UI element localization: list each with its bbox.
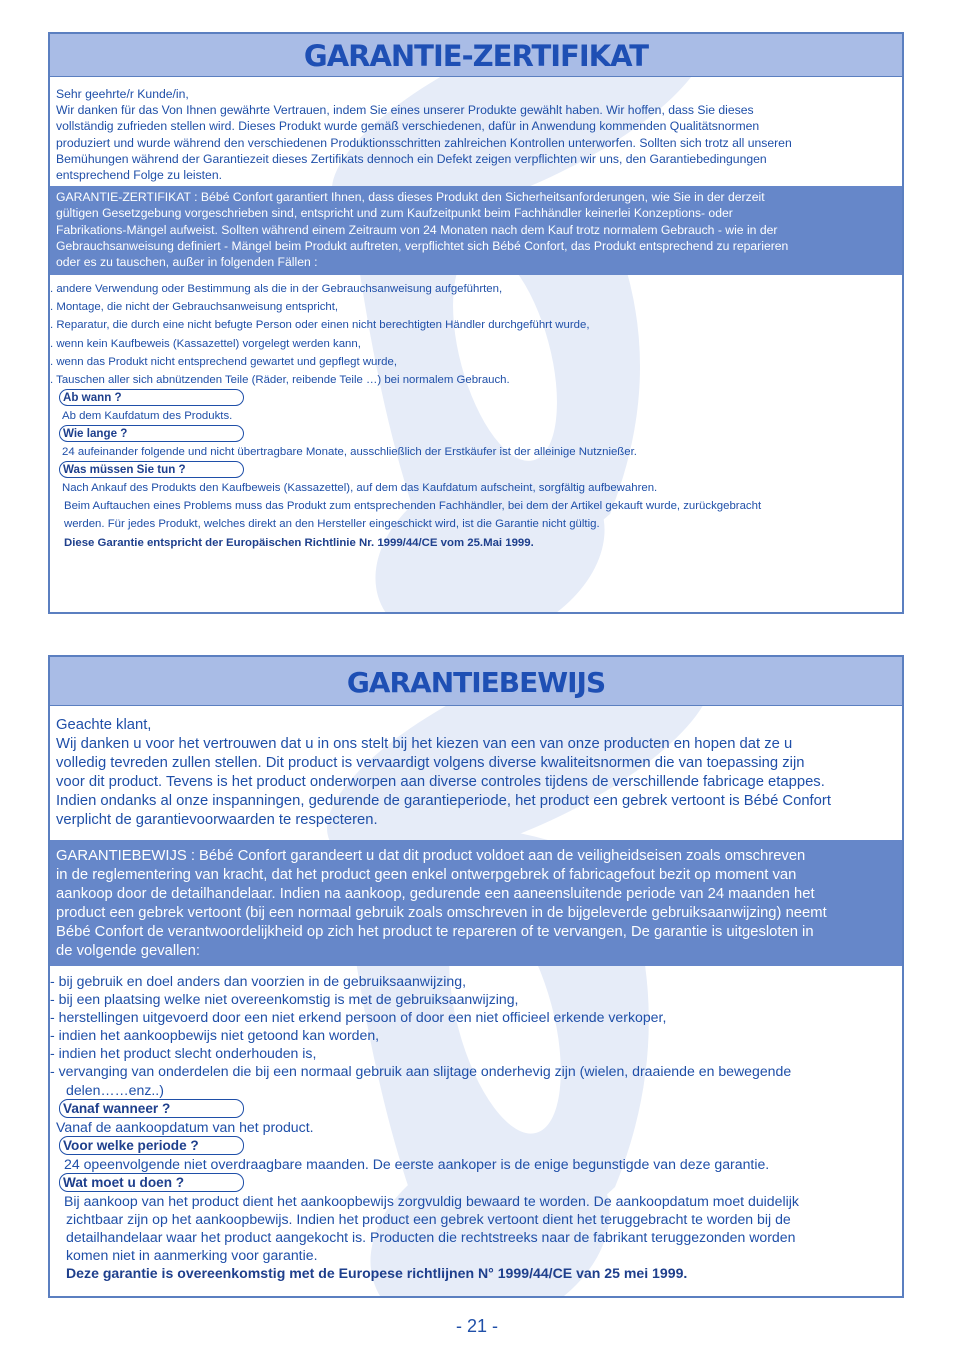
exclusion-item: - bij een plaatsing welke niet overeenkomstig is met de gebruiksaanwijzing, bbox=[50, 991, 519, 1008]
intro-line: entsprechend Folge zu leisten. bbox=[56, 168, 222, 183]
intro-line: vollständig zufrieden stellen wird. Dieses Produkt wurde gemäß verschiedenen, dafür in Anwendung kommenden Qualitätsnormen bbox=[56, 119, 760, 134]
intro-line: Indien ondanks al onze inspanningen, gedurende de garantieperiode, het product een gebrek vertoont is Bébé Confort bbox=[56, 793, 831, 809]
salutation: Geachte klant, bbox=[56, 717, 152, 733]
exclusion-item: - indien het aankoopbewijs niet getoond kan worden, bbox=[50, 1027, 380, 1044]
exclusion-item: - bij gebruik en doel anders dan voorzien in de gebruiksaanwijzing, bbox=[50, 973, 467, 989]
answer-what-to-do: Nach Ankauf des Produkts den Kaufbeweis (Kassazettel), auf dem das Kaufdatum aufscheint, sorgfältig aufbewahren. bbox=[62, 482, 658, 495]
intro-line: volledig tevreden zullen stellen. Dit product is vervaardigt volgens diverse kwaliteitsnormen die van toepassing zijn bbox=[56, 755, 805, 771]
intro-line: voor dit product. Tevens is het product onderworpen aan diverse controles tijdens de verschillende fabricage etappes. bbox=[56, 774, 825, 790]
intro-line: produziert und wurde während den verschiedenen Produktionsschritten zahlreichen Kontrollen unterworfen. Sollten sich trotz all unseren bbox=[56, 135, 792, 150]
box-title: GARANTIE-ZERTIFIKAT bbox=[50, 34, 902, 77]
answer-when: Ab dem Kaufdatum des Produkts. bbox=[62, 409, 233, 422]
answer-what-to-do: detailhandelaar waar het product aangekocht is. Producten die rechtstreeks naar de fabrikant teruggezonden worden bbox=[66, 1229, 796, 1246]
answer-what-to-do: werden. Für jedes Produkt, welches direkt an den Hersteller eingeschickt wird, ist die Garantie nicht gültig. bbox=[64, 518, 600, 531]
exclusion-item: . Montage, die nicht der Gebrauchsanweisung entspricht, bbox=[50, 301, 339, 314]
statement-line: GARANTIEBEWIJS : Bébé Confort garandeert u dat dit product voldoet aan de veiligheidseisen zoals omschreven bbox=[56, 848, 806, 864]
directive-note: Diese Garantie entspricht der Europäischen Richtlinie Nr. 1999/44/CE vom 25.Mai 1999. bbox=[64, 536, 534, 549]
answer-when: Vanaf de aankoopdatum van het product. bbox=[56, 1118, 314, 1135]
answer-duration: 24 aufeinander folgende und nicht übertragbare Monate, ausschließlich der Erstkäufer ist der alleinige Nutznießer. bbox=[62, 446, 637, 459]
exclusion-item: . wenn kein Kaufbeweis (Kassazettel) vorgelegt werden kann, bbox=[50, 337, 361, 350]
intro-line: Wir danken für das Von Ihnen gewährte Vertrauen, indem Sie eines unserer Produkte gewählt haben. Wir hoffen, dass Sie dieses bbox=[56, 103, 754, 118]
question-label-when: Vanaf wanneer ? bbox=[59, 1099, 244, 1118]
exclusion-item: - herstellingen uitgevoerd door een niet erkend persoon of door een niet officieel erkende verkoper, bbox=[50, 1009, 667, 1026]
question-label-duration: Voor welke periode ? bbox=[59, 1136, 244, 1155]
guarantee-statement bbox=[50, 840, 902, 966]
box-title: GARANTIEBEWIJS bbox=[50, 657, 902, 706]
statement-line: aankoop door de detailhandelaar. Indien na aankoop, gedurende een aaneensluitende periode van 24 maanden het bbox=[56, 886, 815, 902]
question-label-duration: Wie lange ? bbox=[59, 425, 244, 442]
warranty-certificate-de bbox=[48, 32, 904, 614]
exclusion-item: . Tauschen aller sich abnützenden Teile (Räder, reibende Teile …) bei normalem Gebrauch. bbox=[50, 373, 510, 386]
question-label-when: Ab wann ? bbox=[59, 389, 244, 406]
statement-line: product een gebrek vertoont (bij een normaal gebruik zoals omschreven in de bijgeleverde gebruiksaanwijzing) neemt bbox=[56, 905, 827, 921]
intro-line: verplicht de garantievoorwaarden te respecteren. bbox=[56, 812, 378, 828]
answer-what-to-do: zichtbaar zijn op het aankoopbewijs. Indien het product een gebrek vertoont dient het teruggebracht te worden bij de bbox=[66, 1210, 791, 1227]
answer-duration: 24 opeenvolgende niet overdraagbare maanden. De eerste aankoper is de enige begunstigde van deze garantie. bbox=[64, 1155, 770, 1172]
statement-line: Bébé Confort de verantwoordelijkheid op zich het product te repareren of te vervangen, De garantie is uitgesloten in bbox=[56, 924, 814, 940]
page-number: - 21 - bbox=[455, 1316, 498, 1336]
exclusion-item: . Reparatur, die durch eine nicht befugte Person oder einen nicht berechtigten Händler durchgeführt wurde, bbox=[50, 319, 590, 332]
intro-text bbox=[50, 77, 902, 183]
statement-line: de volgende gevallen: bbox=[56, 943, 200, 959]
directive-note: Deze garantie is overeenkomstig met de Europese richtlijnen N° 1999/44/CE van 25 mei 1999. bbox=[66, 1265, 688, 1282]
statement-line: GARANTIE-ZERTIFIKAT : Bébé Confort garantiert Ihnen, dass dieses Produkt den Sicherheitsanforderungen, wie Sie in der derzeit bbox=[56, 190, 765, 205]
answer-what-to-do: Bij aankoop van het product dient het aankoopbewijs zorgvuldig bewaard te worden. De aankoopdatum moet duidelijk bbox=[64, 1192, 799, 1209]
intro-line: Wij danken u voor het vertrouwen dat u in ons stelt bij het kiezen van een van onze producten en hopen dat ze u bbox=[56, 736, 793, 752]
exclusion-item: . andere Verwendung oder Bestimmung als die in der Gebrauchsanweisung aufgeführten, bbox=[50, 283, 503, 296]
statement-line: in de reglementering van kracht, dat het product geen enkel ontwerpgebrek of fabricagefout bezit op moment van bbox=[56, 867, 797, 883]
statement-line: Fabrikations-Mängel aufweist. Sollten während einem Zeitraum von 24 Monaten nach dem Kauf trotz normalem Gebrauch - wie in der bbox=[56, 222, 778, 237]
conditions bbox=[50, 275, 902, 551]
statement-line: oder es zu tauschen, außer in folgenden Fällen : bbox=[56, 255, 318, 270]
exclusion-item: delen……enz..) bbox=[66, 1081, 164, 1098]
conditions bbox=[50, 966, 902, 1282]
exclusion-item: - vervanging van onderdelen die bij een normaal gebruik aan slijtage onderhevig zijn (wielen, draaiende en bewegende bbox=[50, 1063, 792, 1080]
statement-line: gültigen Gesetzgebung vorgeschrieben sind, entspricht und zum Kaufzeitpunkt beim Fachhändler keinerlei Konzeptions- oder bbox=[56, 206, 733, 221]
salutation: Sehr geehrte/r Kunde/in, bbox=[56, 87, 189, 101]
answer-what-to-do: Beim Auftauchen eines Problems muss das Produkt zum entsprechenden Fachhändler, bei dem der Artikel gekauft wurde, zurückgebracht bbox=[64, 500, 762, 513]
question-label-what-to-do: Was müssen Sie tun ? bbox=[59, 461, 244, 478]
guarantee-statement bbox=[50, 186, 902, 275]
answer-what-to-do: komen niet in aanmerking voor garantie. bbox=[66, 1247, 318, 1264]
exclusion-item: . wenn das Produkt nicht entsprechend gewartet und gepflegt wurde, bbox=[50, 355, 398, 368]
exclusion-item: - indien het product slecht onderhouden is, bbox=[50, 1045, 317, 1062]
intro-line: Bemühungen während der Garantiezeit dieses Zertifikats dennoch ein Defekt zeigen verpflichten wir uns, den Garantiebedingungen bbox=[56, 151, 767, 166]
intro-text bbox=[50, 706, 902, 830]
question-label-what-to-do: Wat moet u doen ? bbox=[59, 1173, 244, 1192]
warranty-certificate-nl bbox=[48, 655, 904, 1298]
statement-line: Gebrauchsanweisung definiert - Mängel beim Produkt auftreten, verpflichtet sich Bébé Confort, das Produkt entsprechend zu reparieren bbox=[56, 238, 789, 253]
